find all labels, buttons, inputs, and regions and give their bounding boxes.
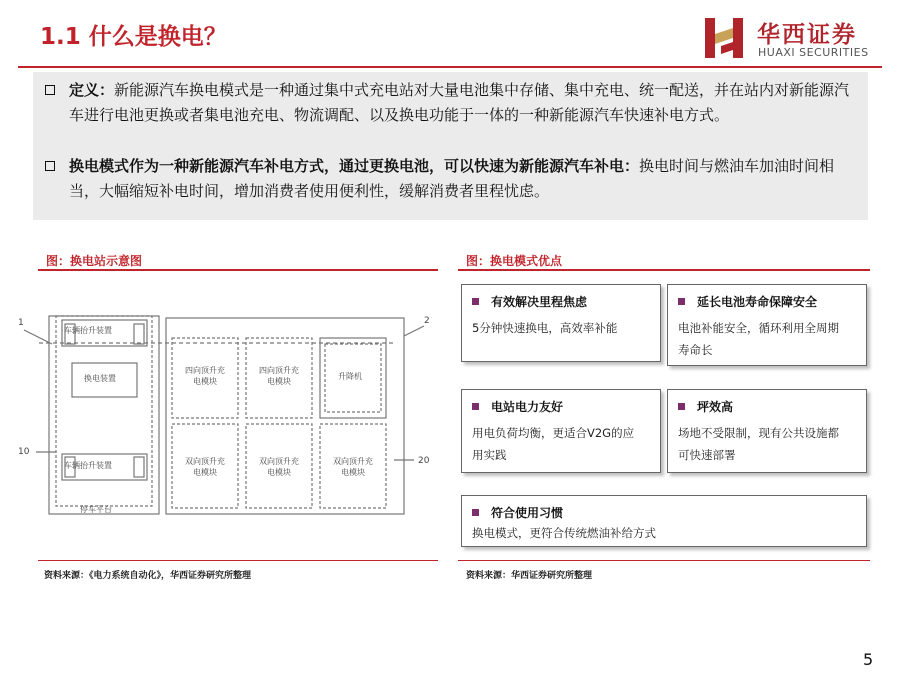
- module-2-label: 四向顶升充电模块: [259, 366, 299, 386]
- card-text: 用电负荷均衡，更适合V2G的应: [472, 426, 635, 440]
- card-text: 电池补能安全，循环利用全周期: [678, 321, 839, 335]
- advantage-card: [461, 495, 867, 547]
- swap-mode-bullet: [45, 154, 859, 204]
- card-title: 有效解决里程焦虑: [491, 295, 588, 309]
- ref-10-label: 10: [18, 447, 30, 457]
- left-source-rule: [38, 560, 438, 561]
- page-title: 1.1 什么是换电？: [40, 24, 227, 50]
- card-title: 电站电力友好: [491, 400, 564, 414]
- checkbox-bullet-icon: [45, 161, 55, 171]
- right-figure-rule: [458, 269, 870, 271]
- card-title: 延长电池寿命保障安全: [697, 295, 818, 309]
- right-figure-source: 资料来源：华西证券研究所整理: [466, 571, 593, 581]
- logo-english-name: HUAXI SECURITIES: [758, 46, 869, 59]
- logo-chinese-name: 华西证券: [757, 22, 857, 48]
- storage-area: [166, 318, 404, 514]
- right-figure-title: 图：换电模式优点: [466, 254, 563, 268]
- purple-square-icon: [472, 509, 479, 516]
- module-4-label: 双向顶升充电模块: [259, 457, 299, 477]
- module-1-label: 四向顶升充电模块: [185, 366, 225, 386]
- advantage-card: [667, 389, 867, 473]
- card-text: 场地不受限制，现有公共设施都: [678, 426, 839, 440]
- page-number: 5: [863, 650, 874, 669]
- swap-mode-label: 换电模式作为一种新能源汽车补电方式，通过更换电池，可以快速为新能源汽车补电：: [69, 157, 640, 175]
- definition-box: [33, 72, 868, 220]
- lift-top-label: 车辆抬升装置: [64, 326, 112, 335]
- lifter-label: 升降机: [338, 372, 362, 381]
- left-figure-source: 资料来源：《电力系统自动化》，华西证券研究所整理: [44, 571, 252, 581]
- swap-device-label: 换电装置: [84, 374, 116, 383]
- left-figure-rule: [38, 269, 438, 271]
- card-text: 用实践: [472, 448, 507, 462]
- purple-square-icon: [678, 403, 685, 410]
- card-text: 寿命长: [678, 343, 713, 357]
- advantage-card: [461, 284, 661, 362]
- platform-label: 停车平台: [80, 505, 112, 514]
- checkbox-bullet-icon: [45, 85, 55, 95]
- company-logo: [703, 14, 883, 64]
- header-divider: [18, 66, 882, 68]
- right-source-rule: [458, 560, 870, 561]
- card-text: 5分钟快速换电，高效率补能: [472, 321, 618, 335]
- ref-20-label: 20: [418, 456, 430, 466]
- purple-square-icon: [472, 403, 479, 410]
- module-5-label: 双向顶升充电模块: [333, 457, 373, 477]
- definition-bullet: [45, 78, 859, 128]
- swap-station-diagram: [14, 308, 444, 523]
- card-text: 可快速部署: [678, 448, 736, 462]
- ref-1-label: 1: [18, 318, 24, 328]
- definition-label: 定义：: [69, 81, 115, 99]
- card-text: 换电模式，更符合传统燃油补给方式: [472, 526, 656, 540]
- card-title: 坪效高: [697, 400, 734, 414]
- ref-2-label: 2: [424, 316, 430, 326]
- left-figure-title: 图：换电站示意图: [46, 254, 143, 268]
- module-3-label: 双向顶升充电模块: [185, 457, 225, 477]
- card-title: 符合使用习惯: [491, 506, 564, 520]
- advantage-card: [667, 284, 867, 366]
- purple-square-icon: [678, 298, 685, 305]
- huaxi-logo-icon: [703, 14, 747, 62]
- swap-mode-text: 换电时间与燃油车加油时间相当，大幅缩短补电时间，增加消费者使用便利性，缓解消费者里程忧虑。: [69, 157, 835, 200]
- advantage-card: [461, 389, 661, 473]
- definition-text: 新能源汽车换电模式是一种通过集中式充电站对大量电池集中存储、集中充电、统一配送，并在站内对新能源汽车进行电池更换或者集电池充电、物流调配、以及换电功能于一体的一种新能源汽车快速补电方式。: [69, 81, 850, 124]
- lift-bottom-label: 车辆抬升装置: [64, 461, 112, 470]
- purple-square-icon: [472, 298, 479, 305]
